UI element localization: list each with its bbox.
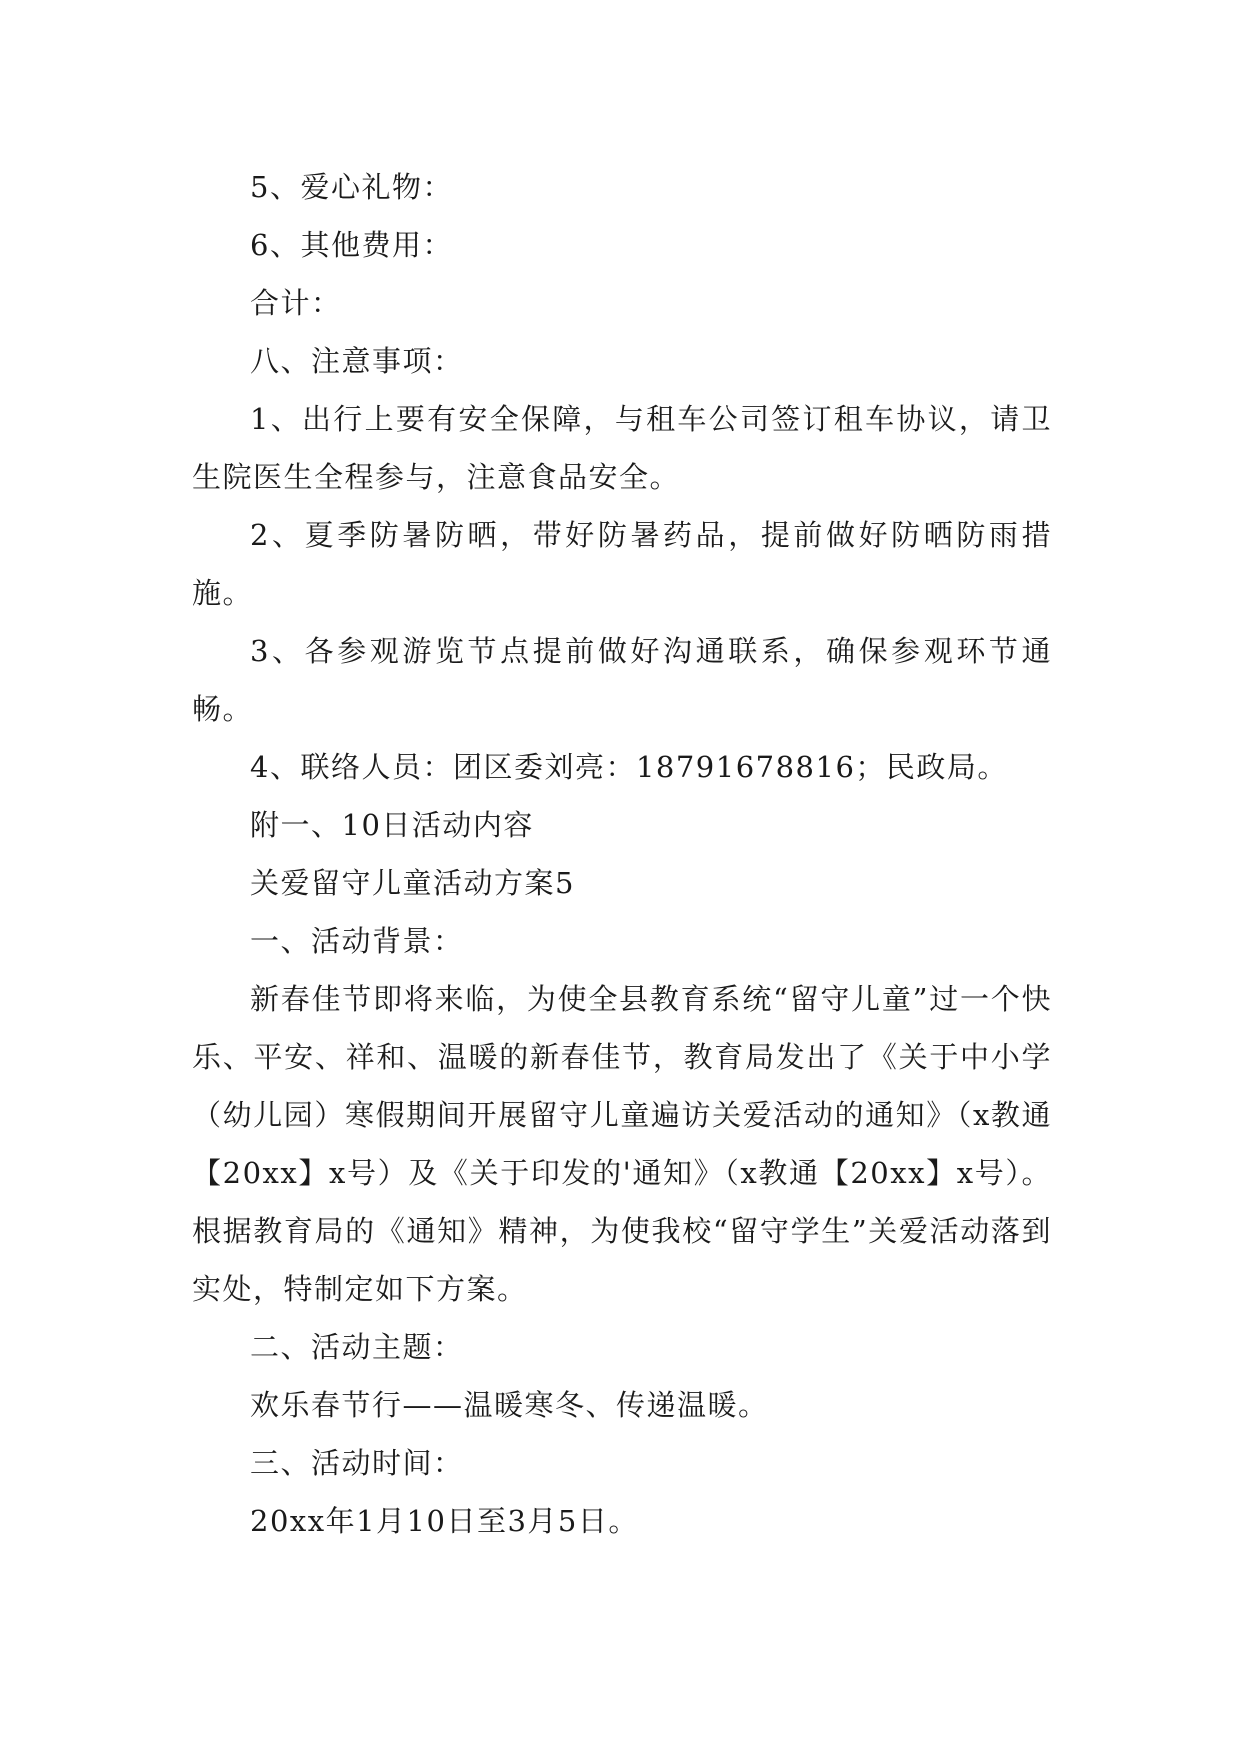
- section-heading-time: 三、活动时间：: [250, 1446, 464, 1480]
- document-body: [192, 158, 1052, 1550]
- paragraph-gift: 5、爱心礼物：: [250, 170, 453, 204]
- paragraph-note-2: 2、夏季防暑防晒，带好防暑药品，提前做好防晒防雨措施。: [192, 518, 1052, 610]
- paragraph-other-costs: 6、其他费用：: [250, 228, 453, 262]
- paragraph-theme: 欢乐春节行——温暖寒冬、传递温暖。: [250, 1388, 769, 1422]
- section-heading-background: 一、活动背景：: [250, 924, 464, 958]
- paragraph-time: 20xx年1月10日至3月5日。: [250, 1504, 639, 1538]
- paragraph-background: 新春佳节即将来临，为使全县教育系统“留守儿童”过一个快乐、平安、祥和、温暖的新春佳节，教育局发出了《关于中小学（幼儿园）寒假期间开展留守儿童遍访关爱活动的通知》（x教通【20xx】x号）及《关于印发的'通知》（x教通【20xx】x号）。根据教育局的《通知》精神，为使我校“留守学生”关爱活动落到实处，特制定如下方案。: [192, 982, 1052, 1306]
- section-heading-notes: 八、注意事项：: [250, 344, 464, 378]
- paragraph-note-3: 3、各参观游览节点提前做好沟通联系，确保参观环节通畅。: [192, 634, 1052, 726]
- document-title: 关爱留守儿童活动方案5: [250, 866, 575, 900]
- paragraph-note-1: 1、出行上要有安全保障，与租车公司签订租车协议，请卫生院医生全程参与，注意食品安全。: [192, 402, 1052, 494]
- paragraph-note-4: 4、联络人员：团区委刘亮：18791678816；民政局。: [250, 750, 1008, 784]
- paragraph-total: 合计：: [250, 286, 342, 320]
- section-heading-theme: 二、活动主题：: [250, 1330, 464, 1364]
- paragraph-appendix: 附一、10日活动内容: [250, 808, 534, 842]
